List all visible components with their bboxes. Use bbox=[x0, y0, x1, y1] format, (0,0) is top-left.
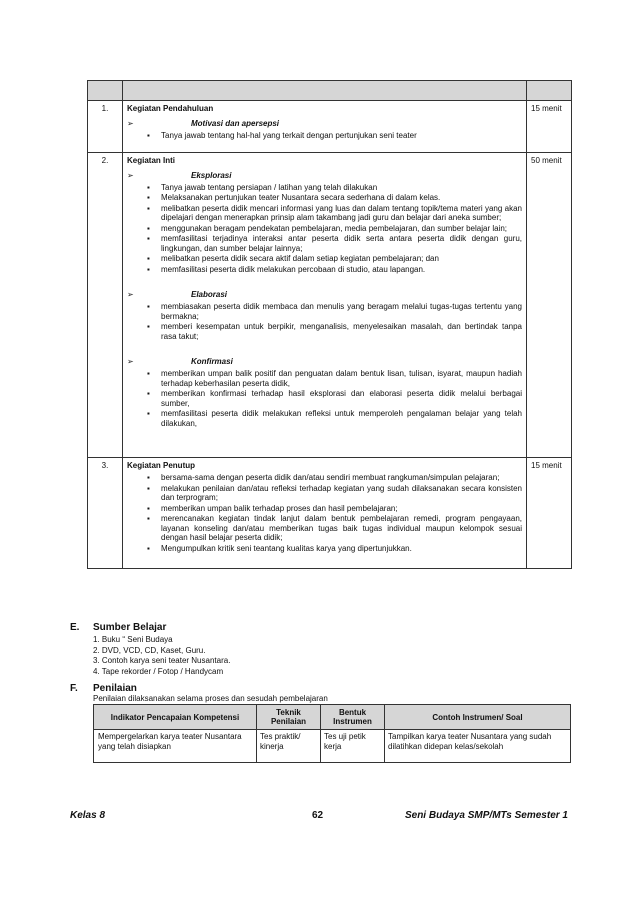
section-title: Sumber Belajar bbox=[93, 622, 167, 633]
assessment-header-row bbox=[94, 705, 571, 730]
activity-number: 2. bbox=[88, 152, 123, 458]
arrow-bullet-icon: ➢ bbox=[127, 170, 134, 180]
list-item: ▪ memfasilitasi terjadinya interaksi antar peserta didik serta antara peserta didik dengan guru, lingkungan, dan sumber belajar lainnya; bbox=[127, 234, 522, 253]
table-cell: Tes uji petik kerja bbox=[321, 730, 385, 763]
arrow-bullet-icon: ➢ bbox=[127, 290, 134, 299]
table-row bbox=[94, 730, 571, 763]
list-item: 3. Contoh karya seni teater Nusantara. bbox=[93, 656, 231, 665]
section-letter: E. bbox=[70, 622, 80, 633]
arrow-bullet-icon: ➢ bbox=[127, 119, 134, 128]
activity-row-1 bbox=[88, 101, 572, 153]
list-item: ▪ memberikan umpan balik terhadap proses dan hasil pembelajaran; bbox=[127, 504, 522, 514]
footer-book-title: Seni Budaya SMP/MTs Semester 1 bbox=[404, 810, 568, 821]
list-item: 1. Buku “ Seni Budaya bbox=[93, 635, 173, 644]
list-item: ▪ memberi kesempatan untuk berpikir, menganalisis, menyelesaikan masalah, dan bertindak tanpa rasa takut; bbox=[127, 322, 522, 341]
section-letter: F. bbox=[70, 683, 78, 694]
item-list bbox=[127, 183, 522, 275]
list-item: ▪ Tanya jawab tentang hal-hal yang terkait dengan pertunjukan seni teater bbox=[127, 131, 522, 141]
list-item: ▪ Mengumpulkan kritik seni teantang kualitas karya yang dipertunjukkan. bbox=[127, 544, 522, 554]
column-header: Indikator Pencapaian Kompetensi bbox=[94, 705, 257, 730]
list-item: ▪ memberikan konfirmasi terhadap hasil eksplorasi dan elaborasi peserta didik melalui berbagai sumber, bbox=[127, 389, 522, 408]
list-item: ▪ menggunakan beragam pendekatan pembelajaran, media pembelajaran, dan sumber belajar lain; bbox=[127, 224, 522, 234]
list-item: ▪ memfasilitasi peserta didik melakukan refleksi untuk memperoleh pengalaman belajar yang telah dilakukan, bbox=[127, 409, 522, 428]
list-item: 2. DVD, VCD, CD, Kaset, Guru. bbox=[93, 645, 206, 655]
table-header-row bbox=[88, 81, 572, 101]
arrow-bullet-icon: ➢ bbox=[127, 357, 134, 366]
activity-title: Kegiatan Inti bbox=[127, 155, 176, 165]
column-header: Contoh Instrumen/ Soal bbox=[385, 705, 571, 730]
list-item: ▪ Tanya jawab tentang persiapan / latihan yang telah dilakukan bbox=[127, 183, 522, 193]
section-title: Penilaian bbox=[93, 683, 137, 694]
activity-title: Kegiatan Pendahuluan bbox=[127, 104, 214, 113]
item-list bbox=[127, 131, 522, 141]
section-intro: Penilaian dilaksanakan selama proses dan sesudah pembelajaran bbox=[93, 694, 328, 703]
activity-title: Kegiatan Penutup bbox=[127, 461, 196, 470]
list-item: ▪ membiasakan peserta didik membaca dan menulis yang beragam melalui tugas-tugas tertentu yang bermakna; bbox=[127, 302, 522, 321]
list-item: ▪ bersama-sama dengan peserta didik dan/atau sendiri membuat rangkuman/simpulan pelajaran; bbox=[127, 473, 522, 483]
source-list bbox=[93, 635, 230, 677]
activity-number: 3. bbox=[88, 458, 123, 569]
item-list bbox=[127, 473, 522, 553]
list-item: ▪ melibatkan peserta didik secara aktif dalam setiap kegiatan pembelajaran; dan bbox=[127, 254, 522, 264]
activity-time: 15 menit bbox=[527, 458, 572, 569]
column-header: Teknik Penilaian bbox=[257, 705, 321, 730]
list-item: ▪ melakukan penilaian dan/atau refleksi terhadap kegiatan yang sudah dilaksanakan secara konsisten dan terprogram; bbox=[127, 484, 522, 503]
footer-class: Kelas 8 bbox=[70, 810, 106, 821]
table-cell: Tes praktik/ kinerja bbox=[257, 730, 321, 763]
phase-title: Eksplorasi bbox=[191, 170, 232, 180]
activity-table bbox=[87, 80, 572, 569]
activity-time: 50 menit bbox=[527, 152, 572, 458]
activity-time: 15 menit bbox=[527, 101, 572, 153]
phase-title: Konfirmasi bbox=[191, 357, 233, 366]
list-item: ▪ merencanakan kegiatan tindak lanjut dalam bentuk pembelajaran remedi, program pengayaan, layanan konseling dan/atau memberikan tugas baik tugas individual maupun kelompok sesuai dengan hasil belajar peserta didik; bbox=[127, 514, 522, 543]
list-item: ▪ memberikan umpan balik positif dan penguatan dalam bentuk lisan, tulisan, isyarat, maupun hadiah terhadap keberhasilan peserta didik, bbox=[127, 369, 522, 388]
activity-row-3 bbox=[88, 458, 572, 569]
assessment-table bbox=[93, 704, 571, 763]
table-cell: Mempergelarkan karya teater Nusantara yang telah disiapkan bbox=[94, 730, 257, 763]
column-header: Bentuk Instrumen bbox=[321, 705, 385, 730]
list-item: ▪ melibatkan peserta didik mencari informasi yang luas dan dalam tentang topik/tema materi yang akan dipelajari dengan menerapkan prinsip alam takambang jadi guru dan belajar dari aneka sumber; bbox=[127, 204, 522, 223]
item-list bbox=[127, 302, 522, 341]
list-item: ▪ memfasilitasi peserta didik melakukan percobaan di studio, atau lapangan. bbox=[127, 265, 522, 275]
list-item: ▪ Melaksanakan pertunjukan teater Nusantara secara sederhana di dalam kelas. bbox=[127, 193, 522, 203]
page-number: 62 bbox=[312, 810, 324, 821]
activity-row-2 bbox=[88, 152, 572, 458]
table-cell: Tampilkan karya teater Nusantara yang sudah dilatihkan didepan kelas/sekolah bbox=[385, 730, 571, 763]
activity-number: 1. bbox=[88, 101, 123, 153]
item-list bbox=[127, 369, 522, 428]
phase-title: Elaborasi bbox=[191, 290, 228, 299]
phase-title: Motivasi dan apersepsi bbox=[191, 119, 280, 128]
list-item: 4. Tape rekorder / Fotop / Handycam bbox=[93, 666, 224, 676]
